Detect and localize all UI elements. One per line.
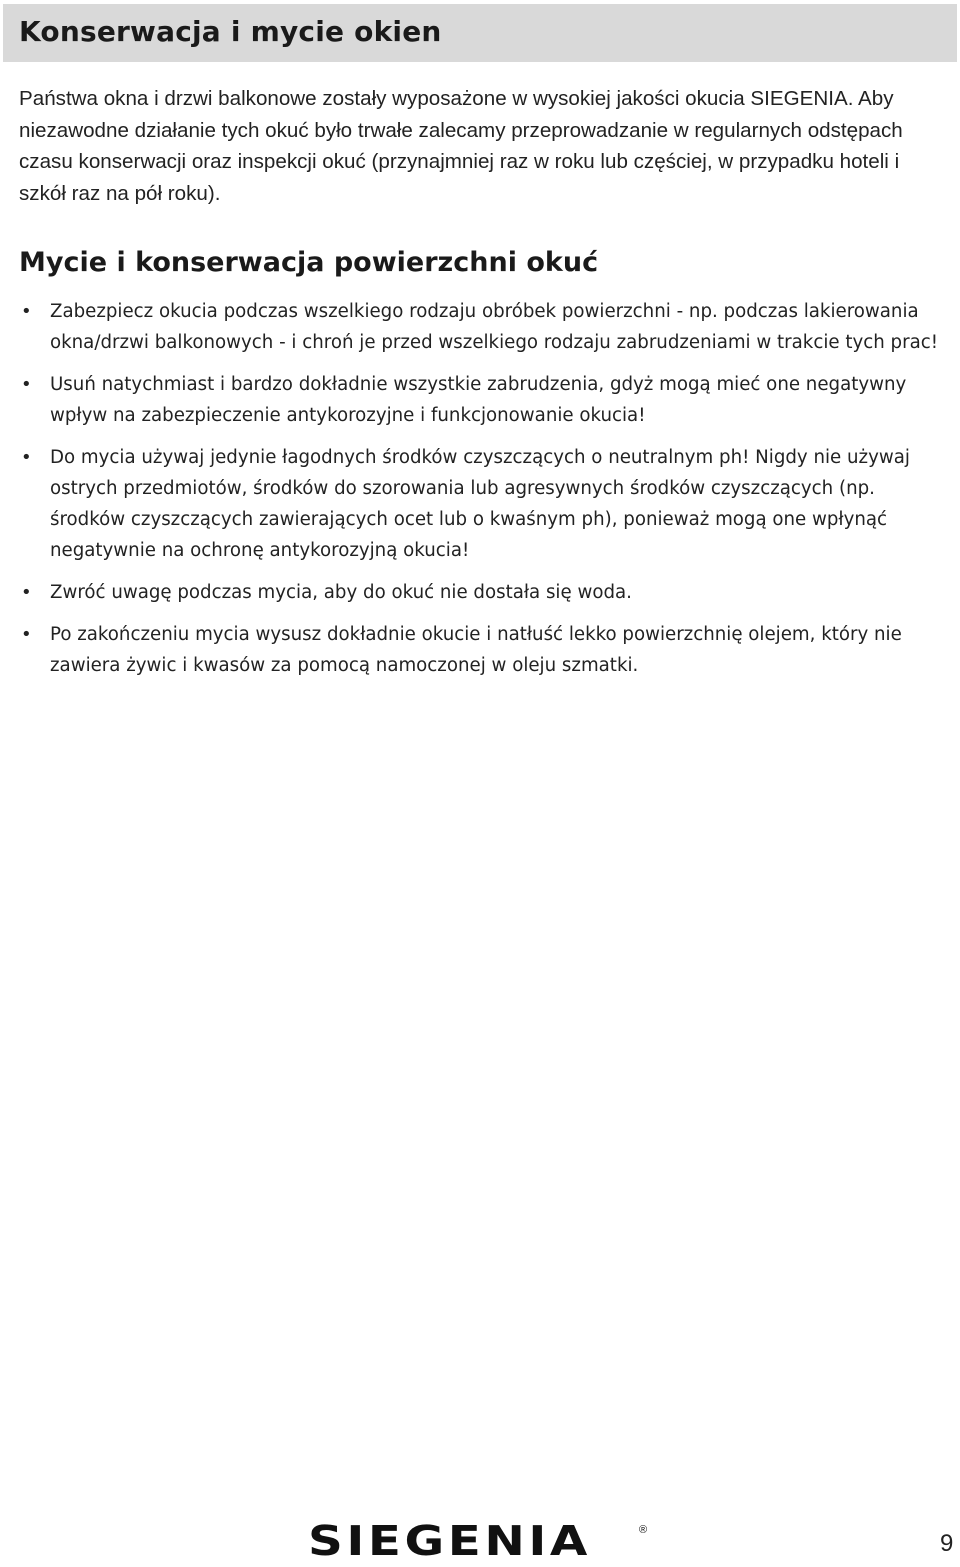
list-item-text: Zwróć uwagę podczas mycia, aby do okuć nie dostała się woda.	[50, 582, 632, 603]
logo-text: SIEGENIA	[308, 1517, 591, 1565]
list-item-text: Zabezpiecz okucia podczas wszelkiego rodzaju obróbek powierzchni - np. podczas lakierowania okna/drzwi balkonowych - i chroń je przed wszelkiego rodzaju zabrudzeniami w trakcie tych prac!	[50, 301, 939, 353]
list-item	[19, 369, 954, 431]
page-number: 9	[940, 1530, 954, 1557]
list-item-text: Do mycia używaj jedynie łagodnych środków czyszczących o neutralnym ph! Nigdy nie używaj ostrych przedmiotów, środków do szorowania lub agresywnych środków czyszczących (np. środków czyszczących zawierających ocet lub o kwaśnym ph), ponieważ mogą one wpłynąć negatywnie na ochronę antykorozyjną okucia!	[50, 447, 910, 561]
bullet-icon: •	[21, 374, 32, 395]
list-item	[19, 619, 954, 681]
list-item-text: Usuń natychmiast i bardzo dokładnie wszystkie zabrudzenia, gdyż mogą mieć one negatywny wpływ na zabezpieczenie antykorozyjne i funkcjonowanie okucia!	[50, 374, 907, 426]
bullet-icon: •	[21, 624, 32, 645]
list-item	[19, 442, 954, 566]
list-item	[19, 296, 954, 358]
list-item	[19, 577, 954, 608]
intro-paragraph: Państwa okna i drzwi balkonowe zostały wyposażone w wysokiej jakości okucia SIEGENIA. Aby niezawodne działanie tych okuć było trwałe zalecamy przeprowadzanie w regularnych odstępach czasu konserwacji oraz inspekcji okuć (przynajmniej raz w roku lub częściej, w przypadku hoteli i szkół raz na pół roku).	[19, 87, 903, 205]
title-bar	[3, 4, 957, 62]
list-item-text: Po zakończeniu mycia wysusz dokładnie okucie i natłuść lekko powierzchnię olejem, który nie zawiera żywic i kwasów za pomocą namoczonej w oleju szmatki.	[50, 624, 902, 676]
siegenia-logo	[308, 1517, 648, 1567]
bullet-list	[19, 296, 954, 692]
bullet-icon: •	[21, 447, 32, 468]
bullet-icon: •	[21, 582, 32, 603]
registered-mark: ®	[639, 1524, 648, 1536]
section-heading: Mycie i konserwacja powierzchni okuć	[19, 247, 599, 278]
bullet-icon: •	[21, 301, 32, 322]
page-title: Konserwacja i mycie okien	[19, 15, 442, 48]
